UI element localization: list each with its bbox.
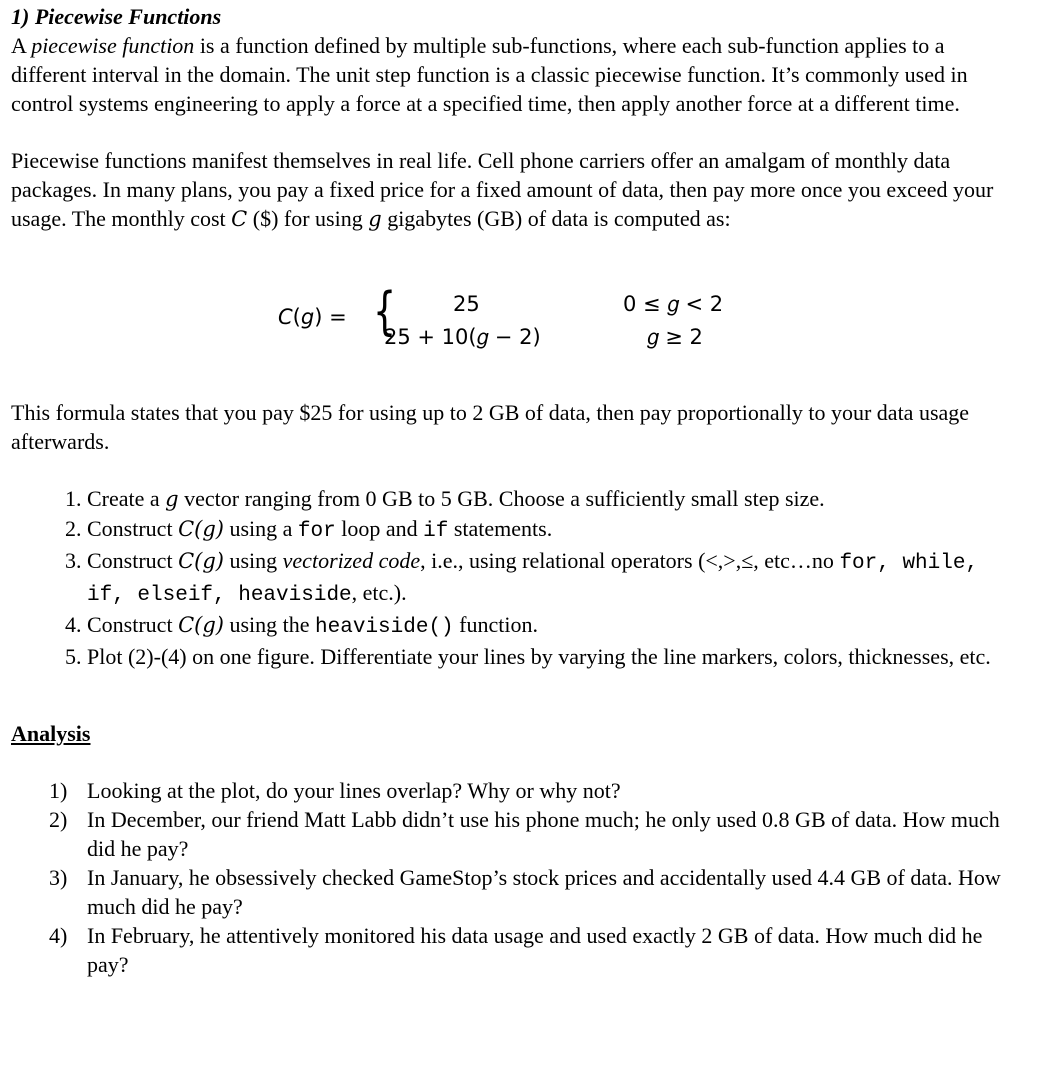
task1-var-g: g <box>165 487 179 511</box>
task2-math: C(g) <box>178 517 224 541</box>
task-item <box>87 610 1011 642</box>
analysis-heading: Analysis <box>11 721 91 746</box>
task3-math: C(g) <box>178 549 224 573</box>
task2-code-for: for <box>297 520 336 543</box>
analysis-question: In January, he obsessively checked GameStop’s stock prices and accidentally used 4.4 GB of data. How much did he pay? <box>87 865 1001 919</box>
piecewise-equation <box>11 248 1011 398</box>
task-item: 5. Plot (2)-(4) on one figure. Differentiate your lines by varying the line markers, colors, thicknesses, etc. <box>87 642 1011 671</box>
task3-emphasis: vectorized code <box>282 548 421 573</box>
analysis-question: Looking at the plot, do your lines overlap? Why or why not? <box>87 778 621 803</box>
task-item <box>87 514 1011 546</box>
task3-text-c: , i.e., using relational operators (<,>,≤, etc…no <box>420 548 840 573</box>
task4-math: C(g) <box>178 613 224 637</box>
task2-text-c: loop and <box>335 516 424 541</box>
equation-func-arg: g <box>300 305 315 329</box>
analysis-question-list <box>11 776 1011 979</box>
task2-text-b: using a <box>223 516 298 541</box>
task4-text-b: using the <box>223 612 316 637</box>
intro-paragraph <box>11 31 1011 118</box>
task1-text-b: vector ranging from 0 GB to 5 GB. Choose a sufficiently small step size. <box>178 486 825 511</box>
task4-text-c: function. <box>453 612 538 637</box>
task4-text-a: Construct <box>87 612 179 637</box>
real-life-text-end: gigabytes (GB) of data is computed as: <box>381 206 731 231</box>
task3-text-b: using <box>223 548 283 573</box>
real-life-text-mid: ($) for using <box>247 206 369 231</box>
analysis-question: In December, our friend Matt Labb didn’t use his phone much; he only used 0.8 GB of data. How much did he pay? <box>87 807 1000 861</box>
analysis-question: In February, he attentively monitored his data usage and used exactly 2 GB of data. How much did he pay? <box>87 923 983 977</box>
section-heading: 1) Piecewise Functions <box>11 4 222 29</box>
task3-code: for, while, if, elseif, heaviside <box>87 552 979 607</box>
intro-text-start: A <box>11 33 32 58</box>
task-list <box>11 484 1011 671</box>
task3-text-a: Construct <box>87 548 179 573</box>
task-item <box>87 484 1011 514</box>
task2-text-d: statements. <box>448 516 553 541</box>
explanation-paragraph: This formula states that you pay $25 for using up to 2 GB of data, then pay proportionally to your data usage afterwards. <box>11 400 970 454</box>
task2-code-if: if <box>423 520 449 543</box>
term-piecewise-function: piecewise function <box>31 33 195 58</box>
case1-condition: 0 ≤ 𝑔 < 2 <box>623 292 724 316</box>
var-g: g <box>368 207 382 231</box>
case1-value: 25 <box>453 292 480 316</box>
real-life-text-start: Piecewise functions manifest themselves in real life. Cell phone carriers offer an amalgam of monthly data packages. In many plans, you pay a fixed price for a fixed amount of data, then pay more once you exceed your usage. The monthly cost <box>11 148 994 231</box>
var-c: C <box>231 207 248 231</box>
case2-condition: 𝑔 ≥ 2 <box>647 325 703 349</box>
task2-text-a: Construct <box>87 516 179 541</box>
task-item <box>87 546 1011 610</box>
equation-func-name: C <box>278 305 293 329</box>
equation-lhs: C(g) = <box>278 305 347 329</box>
equation-equals: = <box>329 305 347 329</box>
intro-text-rest: is a function defined by multiple sub-functions, where each sub-function applies to a different interval in the domain. The unit step function is a classic piecewise function. It’s commonly used in control systems engineering to apply a force at a specified time, then apply another force at a different time. <box>11 33 968 116</box>
real-life-paragraph <box>11 146 1011 234</box>
task3-text-d: , etc.). <box>351 580 407 605</box>
task1-text-a: Create a <box>87 486 166 511</box>
case2-value: 25 + 10(𝑔 − 2) <box>384 325 541 349</box>
equation-brace: { <box>373 282 397 342</box>
document-page <box>11 2 1011 979</box>
task4-code: heaviside() <box>315 616 454 639</box>
